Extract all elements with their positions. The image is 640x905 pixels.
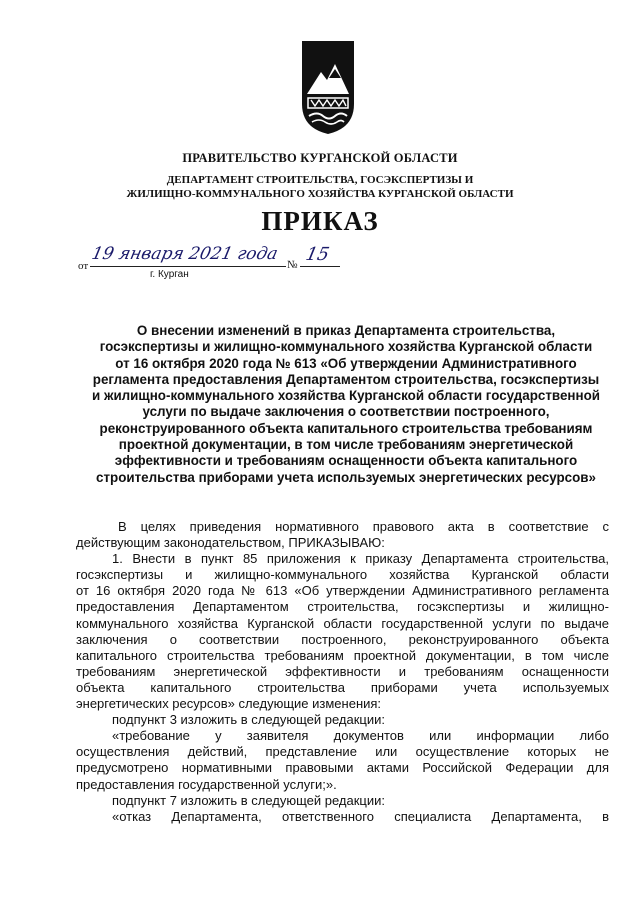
order-body [76, 519, 609, 825]
body-line: объекта капитального строительства приборами учета используемых [76, 679, 609, 695]
body-line: заключения о соответствии построенного, реконструированного объекта [76, 631, 609, 647]
body-line: коммунального хозяйства Курганской области государственной услуги по выдаче [76, 615, 609, 631]
title-line: и жилищно-коммунального хозяйства Курганской области государственной [92, 388, 600, 404]
body-line: В целях приведения нормативного правового акта в соответствие с [118, 519, 609, 534]
document-type-heading: ПРИКАЗ [261, 206, 379, 236]
body-line: 1. Внести в пункт 85 приложения к приказу Департамента строительства, [112, 551, 609, 567]
order-title [72, 323, 620, 486]
city-label: г. Курган [150, 269, 189, 280]
handwritten-date: 19 января 2021 года [89, 244, 280, 264]
date-from-label: от [78, 260, 89, 272]
body-line: энергетических ресурсов» следующие изменения: [76, 696, 382, 712]
body-line: «требование у заявителя документов или информации либо [112, 728, 609, 744]
body-line: предусмотрено нормативными правовыми актами Российской Федерации для [76, 760, 609, 776]
title-line: регламента предоставления Департаментом строительства, госэкспертизы [92, 371, 600, 387]
government-name: ПРАВИТЕЛЬСТВО КУРГАНСКОЙ ОБЛАСТИ [182, 151, 458, 165]
body-line: «отказ Департамента, ответственного специалиста Департамента, в [112, 808, 609, 824]
body-line: предоставления Департаментом строительства, госэкспертизы и жилищно- [76, 599, 609, 615]
department-name-line1: ДЕПАРТАМЕНТ СТРОИТЕЛЬСТВА, ГОСЭКСПЕРТИЗЫ И [166, 174, 474, 186]
body-line: подпункт 3 изложить в следующей редакции: [112, 712, 386, 728]
title-line: реконструированного объекта капитального строительства требованиям [99, 420, 593, 436]
date-underline [90, 266, 286, 267]
body-line: предоставления государственной услуги;». [76, 776, 337, 792]
title-line: эффективности и требованиям оснащенности объекта капитального [114, 453, 578, 469]
body-line: госэкспертизы и жилищно-коммунального хозяйства Курганской области [76, 567, 609, 583]
body-line: подпункт 7 изложить в следующей редакции: [112, 792, 386, 808]
coat-of-arms-icon [299, 38, 357, 136]
number-label: № [287, 259, 298, 271]
title-line: госэкспертизы и жилищно-коммунального хозяйства Курганской области [99, 339, 593, 355]
body-line: капитального строительства требованиям проектной документации, в том числе [76, 647, 609, 663]
title-line: проектной документации, в том числе требованиям энергетической [118, 437, 574, 453]
number-underline [300, 266, 340, 267]
title-line: услуги по выдаче заключения о соответствии построенного, [142, 404, 550, 420]
body-line: от 16 октября 2020 года № 613 «Об утверждении Административного регламента [76, 583, 609, 599]
title-line: О внесении изменений в приказ Департамента строительства, [136, 323, 556, 338]
body-line: действующим законодательством, ПРИКАЗЫВАЮ: [76, 535, 385, 551]
body-line: осуществления действий, представление или осуществление которых не [76, 744, 609, 760]
title-line: строительства приборами учета используемых энергетических ресурсов» [96, 469, 596, 485]
handwritten-number: 15 [303, 244, 332, 265]
department-name-line2: ЖИЛИЩНО-КОММУНАЛЬНОГО ХОЗЯЙСТВА КУРГАНСКОЙ ОБЛАСТИ [126, 188, 514, 200]
date-number-line [78, 244, 358, 280]
title-line: от 16 октября 2020 года № 613 «Об утверждении Административного [115, 355, 577, 371]
body-line: требованиям энергетической эффективности и требованиям оснащенности [76, 663, 609, 679]
